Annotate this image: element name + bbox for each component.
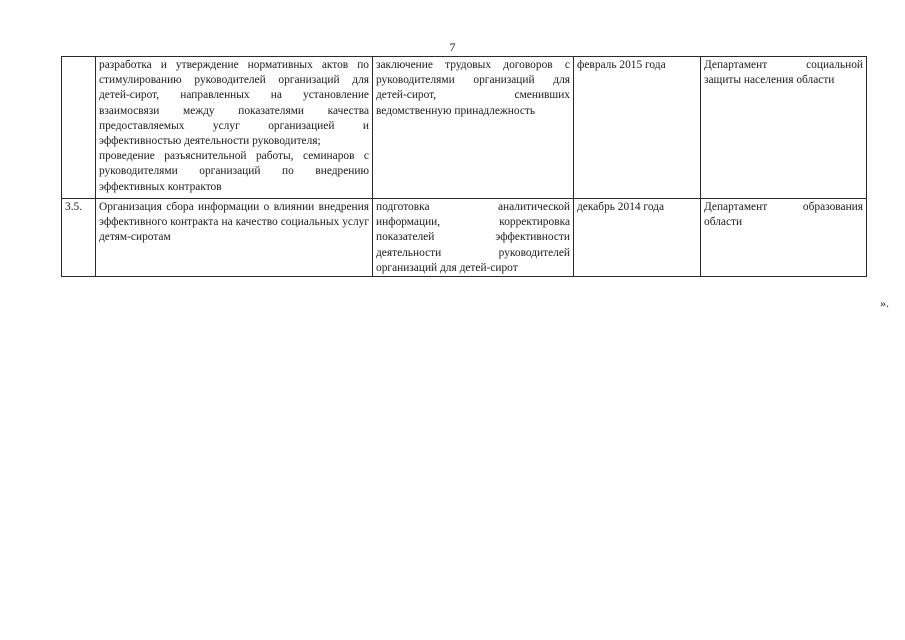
event-paragraph: разработка и утверждение нормативных актов по стимулированию руководителей организаций для детей-сирот, направленных на установление взаимосвязи между показателями качества предоставляемых услуг организацией и эффективностью деятельности руководителя;	[99, 59, 369, 148]
result-cell: заключение трудовых договоров с руководителями организаций для детей-сирот, сменивших ведомственную принадлежность	[373, 57, 574, 199]
closing-quote-mark: ».	[880, 296, 889, 310]
page-number: 7	[449, 40, 456, 54]
row-number-cell: 3.5.	[62, 199, 96, 277]
result-cell: подготовка аналитической информации, корректировка показателей эффективности деятельности руководителей организаций для детей-сирот	[373, 199, 574, 277]
event-paragraph: проведение разъяснительной работы, семинаров с руководителями организаций по внедрению эффективных контрактов	[99, 150, 369, 193]
row-number-cell	[62, 57, 96, 199]
event-cell	[96, 199, 373, 277]
table-row	[62, 199, 867, 277]
event-paragraph: Организация сбора информации о влиянии внедрения эффективного контракта на качество социальных услуг детям-сиротам	[99, 201, 369, 244]
event-cell	[96, 57, 373, 199]
table-row	[62, 57, 867, 199]
date-cell: декабрь 2014 года	[574, 199, 701, 277]
plan-table	[61, 56, 867, 277]
date-cell: февраль 2015 года	[574, 57, 701, 199]
responsible-cell: Департамент социальной защиты населения области	[701, 57, 867, 199]
responsible-cell: Департамент образования области	[701, 199, 867, 277]
